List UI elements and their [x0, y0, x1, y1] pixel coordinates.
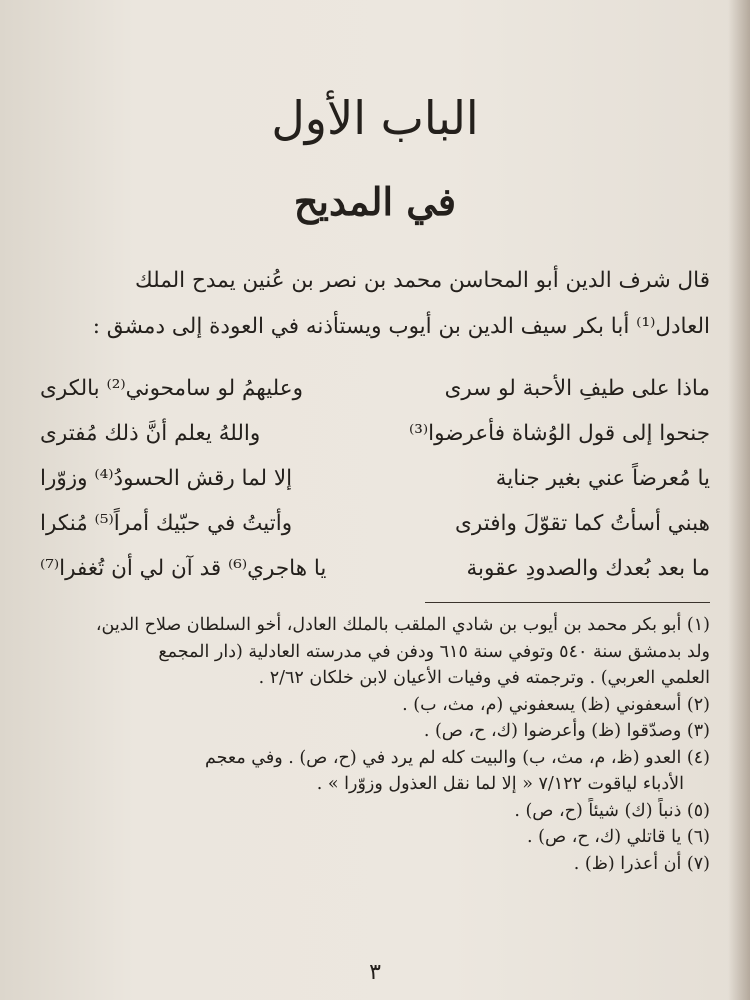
second-hemistich: يا هاجري⁽⁶⁾ قد آن لي أن تُغفرا⁽⁷⁾ — [40, 556, 327, 581]
footnote-line: الأدباء لياقوت ٧/١٢٢ « إلا لما نقل العذول وزوّرا » . — [316, 774, 684, 794]
second-hemistich: وعليهمُ لو سامحوني⁽²⁾ بالكرى — [40, 376, 304, 401]
first-hemistich: جنحوا إلى قول الوُشاة فأعرضوا⁽³⁾ — [408, 421, 710, 446]
footnote-line: (٦) يا قاتلي (ك، ح، ص) . — [527, 827, 710, 847]
intro-line: العادل⁽¹⁾ أبا بكر سيف الدين بن أيوب ويستأذنه في العودة إلى دمشق : — [92, 314, 710, 339]
page-number: ٣ — [369, 960, 381, 985]
first-hemistich: ما بعد بُعدك والصدودِ عقوبة — [466, 556, 710, 581]
footnote-line: العلمي العربي) . وترجمته في وفيات الأعيان لابن خلكان ٢/٦٢ . — [258, 668, 710, 688]
first-hemistich: ماذا على طيفِ الأحبة لو سرى — [444, 376, 710, 401]
page-text — [40, 0, 710, 1000]
footnote-line: (٣) وصدّقوا (ظ) وأعرضوا (ك، ح، ص) . — [423, 721, 710, 741]
second-hemistich: إلا لما رقش الحسودُ⁽⁴⁾ وزوّرا — [40, 466, 293, 491]
footnote-line: (١) أبو بكر محمد بن أيوب بن شادي الملقب بالملك العادل، أخو السلطان صلاح الدين، — [95, 615, 710, 635]
footnote-line: ولد بدمشق سنة ٥٤٠ وتوفي سنة ٦١٥ ودفن في مدرسته العادلية (دار المجمع — [158, 641, 710, 662]
footnote-line: (٢) أسعفوني (ظ) يسعفوني (م، مث، ب) . — [402, 694, 710, 715]
poem-verse — [40, 501, 710, 546]
binding-shadow — [728, 0, 750, 1000]
second-hemistich: وأتيتُ في حبّيك أمراً⁽⁵⁾ مُنكرا — [40, 511, 293, 536]
footnote-line: (٤) العدو (ظ، م، مث، ب) والبيت كله لم يرد في (ح، ص) . وفي معجم — [204, 747, 710, 768]
poem-verse — [40, 546, 710, 591]
intro-line: قال شرف الدين أبو المحاسن محمد بن نصر بن عُنين يمدح الملك — [134, 268, 710, 293]
first-hemistich: يا مُعرضاً عني بغير جناية — [495, 466, 710, 491]
footnote-line: (٧) أن أعذرا (ظ) . — [573, 853, 710, 874]
chapter-subtitle: في المديح — [293, 179, 457, 224]
chapter-title: الباب الأول — [271, 91, 479, 145]
footnotes — [40, 612, 710, 877]
poem-verse — [40, 366, 710, 411]
intro-paragraph — [40, 258, 710, 350]
poem-verse — [40, 456, 710, 501]
second-hemistich: واللهُ يعلم أنَّ ذلك مُفترى — [40, 421, 261, 446]
first-hemistich: هبني أسأتُ كما تقوّلَ وافترى — [455, 511, 710, 536]
poem — [40, 366, 710, 591]
footnote-line: (٥) ذنباً (ك) شيئاً (ح، ص) . — [514, 800, 710, 821]
footnote-divider — [425, 602, 710, 603]
poem-verse — [40, 411, 710, 456]
